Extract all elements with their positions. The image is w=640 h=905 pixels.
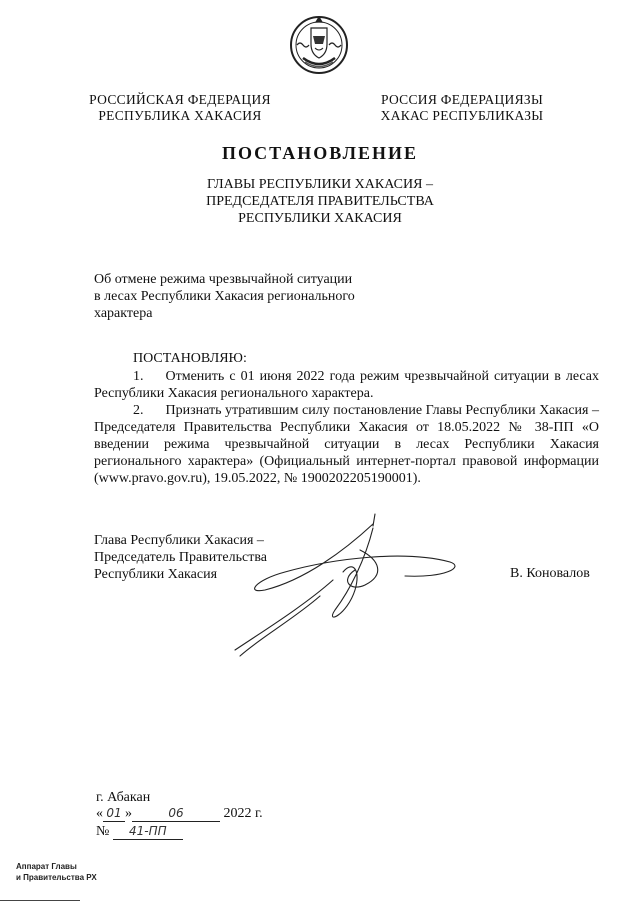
- header-right-line2: ХАКАС РЕСПУБЛИКАЗЫ: [380, 108, 544, 123]
- decree-word: ПОСТАНОВЛЯЮ:: [133, 351, 247, 366]
- paragraph-1: [94, 368, 599, 402]
- place-of-signing: г. Абакан: [96, 790, 151, 805]
- date-year: 2022 г.: [223, 806, 263, 821]
- document-number-line: [96, 824, 183, 840]
- paragraph-2: [94, 402, 599, 487]
- header-left-line1: РОССИЙСКАЯ ФЕДЕРАЦИЯ: [89, 92, 271, 107]
- office-stamp: [16, 861, 97, 883]
- date-quote-close: »: [125, 806, 132, 821]
- stamp-line1: Аппарат Главы: [16, 862, 77, 871]
- subtitle-line1: ГЛАВЫ РЕСПУБЛИКИ ХАКАСИЯ –: [207, 177, 433, 192]
- date-quote-open: «: [96, 806, 103, 821]
- handwritten-signature: [225, 510, 470, 665]
- document-title: ПОСТАНОВЛЕНИЕ: [221, 143, 419, 163]
- date-line: [96, 806, 263, 822]
- date-day: 01: [103, 806, 125, 822]
- number-sign: №: [96, 824, 110, 839]
- subject-line3: характера: [94, 306, 153, 321]
- paragraph-2-text: Признать утратившим силу постановление Главы Республики Хакасия – Председателя Правительства Республики Хакасия от 18.05.2022 № 38-ПП «О введении режима чрезвычайной ситуации в лесах Республики Хакасия регионального характера» (Официальный интернет-портал правовой информации (www.pravo.gov.ru), 19.05.2022, № 1900202205190001).: [94, 403, 599, 486]
- header-right: [378, 92, 546, 124]
- header-right-line1: РОССИЯ ФЕДЕРАЦИЯЗЫ: [380, 92, 544, 107]
- header-left-line2: РЕСПУБЛИКА ХАКАСИЯ: [98, 108, 262, 123]
- paragraph-2-number: 2.: [133, 403, 144, 418]
- coat-of-arms-emblem: [289, 14, 349, 76]
- signatory-title-line2: Председатель Правительства: [94, 550, 267, 565]
- date-month: 06: [132, 806, 220, 822]
- paragraph-1-number: 1.: [133, 369, 144, 384]
- signatory-title-line1: Глава Республики Хакасия –: [94, 533, 264, 548]
- subtitle-line2: ПРЕДСЕДАТЕЛЯ ПРАВИТЕЛЬСТВА: [206, 194, 434, 209]
- stamp-line2: и Правительства РХ: [16, 873, 97, 882]
- stamp-divider: [0, 900, 80, 901]
- signatory-title-line3: Республики Хакасия: [94, 567, 218, 582]
- subtitle-line3: РЕСПУБЛИКИ ХАКАСИЯ: [238, 211, 402, 226]
- paragraph-1-text: Отменить с 01 июня 2022 года режим чрезвычайной ситуации в лесах Республики Хакасия регионального характера.: [94, 369, 599, 401]
- document-subject: [94, 271, 394, 322]
- signatory-name: В. Коновалов: [510, 566, 590, 581]
- subject-line1: Об отмене режима чрезвычайной ситуации: [94, 272, 353, 287]
- document-number: 41-ПП: [113, 824, 183, 840]
- document-subtitle: [0, 176, 640, 227]
- header-left: [88, 92, 272, 124]
- subject-line2: в лесах Республики Хакасия регионального: [94, 289, 355, 304]
